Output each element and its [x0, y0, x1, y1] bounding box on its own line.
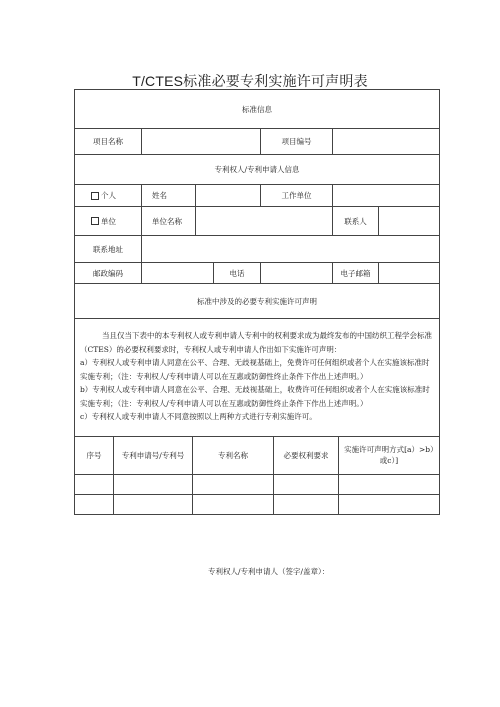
project-name-label: 项目名称 [93, 137, 123, 146]
col-header-number: 序号 [86, 450, 102, 460]
contact-label: 联系人 [332, 207, 378, 235]
cell-license-mode[interactable] [338, 495, 439, 514]
declaration-option-a: a）专利权人或专利申请人同意在公平、合理、无歧视基础上，免费许可任何组织或者个人在实施该标准时实施专利；（注：专利权人/专利申请人可以在互惠或防御性终止条件下作出上述声明。） [80, 358, 430, 381]
declaration-heading: 标准中涉及的必要专利实施许可声明 [197, 296, 317, 306]
patent-table-header [75, 436, 439, 474]
project-name-field[interactable] [141, 129, 260, 154]
cell-license-mode[interactable] [338, 475, 439, 494]
declaration-form [74, 89, 440, 515]
holder-info-heading: 专利权人/专利申请人信息 [214, 165, 300, 174]
cell-number[interactable] [75, 495, 113, 514]
project-number-label: 项目编号 [260, 129, 332, 154]
email-field[interactable] [378, 263, 439, 283]
address-field[interactable] [141, 236, 439, 262]
cell-patent-name[interactable] [192, 475, 273, 494]
address-row [75, 235, 439, 262]
declaration-heading-row [75, 283, 439, 318]
organization-option[interactable] [75, 207, 141, 235]
col-header-license-mode: 实施许可声明方式[a）>b）或c）] [338, 437, 439, 474]
cell-essential-claims[interactable] [273, 475, 338, 494]
standard-info-heading: 标准信息 [242, 104, 272, 114]
declaration-option-b: b）专利权人或专利申请人同意在公平、合理、无歧视基础上，收费许可任何组织或者个人在实施该标准时实施专利；（注：专利权人/专利申请人可以在互惠或防御性终止条件下作出上述声明。） [80, 385, 430, 408]
contact-field[interactable] [378, 207, 439, 235]
postal-code-label: 邮政编码 [93, 268, 123, 278]
individual-label: 个人 [101, 191, 116, 200]
project-number-field[interactable] [332, 129, 439, 154]
address-label: 联系地址 [93, 244, 123, 254]
cell-number[interactable] [75, 475, 113, 494]
employer-label: 工作单位 [260, 185, 332, 206]
table-row [75, 494, 439, 514]
col-header-patent-number: 专利申请号/专利号 [113, 437, 192, 474]
checkbox-icon[interactable] [91, 192, 99, 200]
standard-info-heading-row [75, 90, 439, 128]
email-label: 电子邮箱 [332, 263, 378, 283]
signature-label: 专利权人/专利申请人（签字/盖章）： [208, 567, 330, 576]
cell-patent-name[interactable] [192, 495, 273, 514]
org-name-field[interactable] [195, 207, 332, 235]
project-row [75, 128, 439, 154]
cell-essential-claims[interactable] [273, 495, 338, 514]
individual-option[interactable] [75, 185, 141, 206]
phone-field[interactable] [260, 263, 332, 283]
cell-patent-number[interactable] [113, 475, 192, 494]
checkbox-icon[interactable] [91, 217, 99, 225]
col-header-patent-name: 专利名称 [192, 437, 273, 474]
individual-row [75, 184, 439, 206]
holder-heading-row [75, 154, 439, 184]
name-label: 姓名 [141, 185, 195, 206]
contact-details-row [75, 262, 439, 283]
col-header-essential-claims: 必要权利要求 [273, 437, 338, 474]
name-field[interactable] [195, 185, 260, 206]
declaration-option-c: c）专利权人或专利申请人不同意按照以上两种方式进行专利实施许可。 [80, 412, 317, 421]
table-row [75, 474, 439, 494]
organization-row [75, 206, 439, 235]
phone-label: 电话 [213, 263, 260, 283]
cell-patent-number[interactable] [113, 495, 192, 514]
declaration-intro: 当且仅当下表中的本专利权人或专利申请人专利中的权利要求成为最终发布的中国纺织工程学会标准（CTES）的必要权利要求时，专利权人或专利申请人作出如下实施许可声明： [80, 331, 432, 354]
form-title: T/CTES标准必要专利实施许可声明表 [132, 73, 368, 89]
org-name-label: 单位名称 [141, 207, 195, 235]
postal-code-field[interactable] [141, 263, 213, 283]
declaration-text-block [75, 318, 439, 436]
employer-field[interactable] [332, 185, 439, 206]
organization-label: 单位 [101, 216, 116, 226]
